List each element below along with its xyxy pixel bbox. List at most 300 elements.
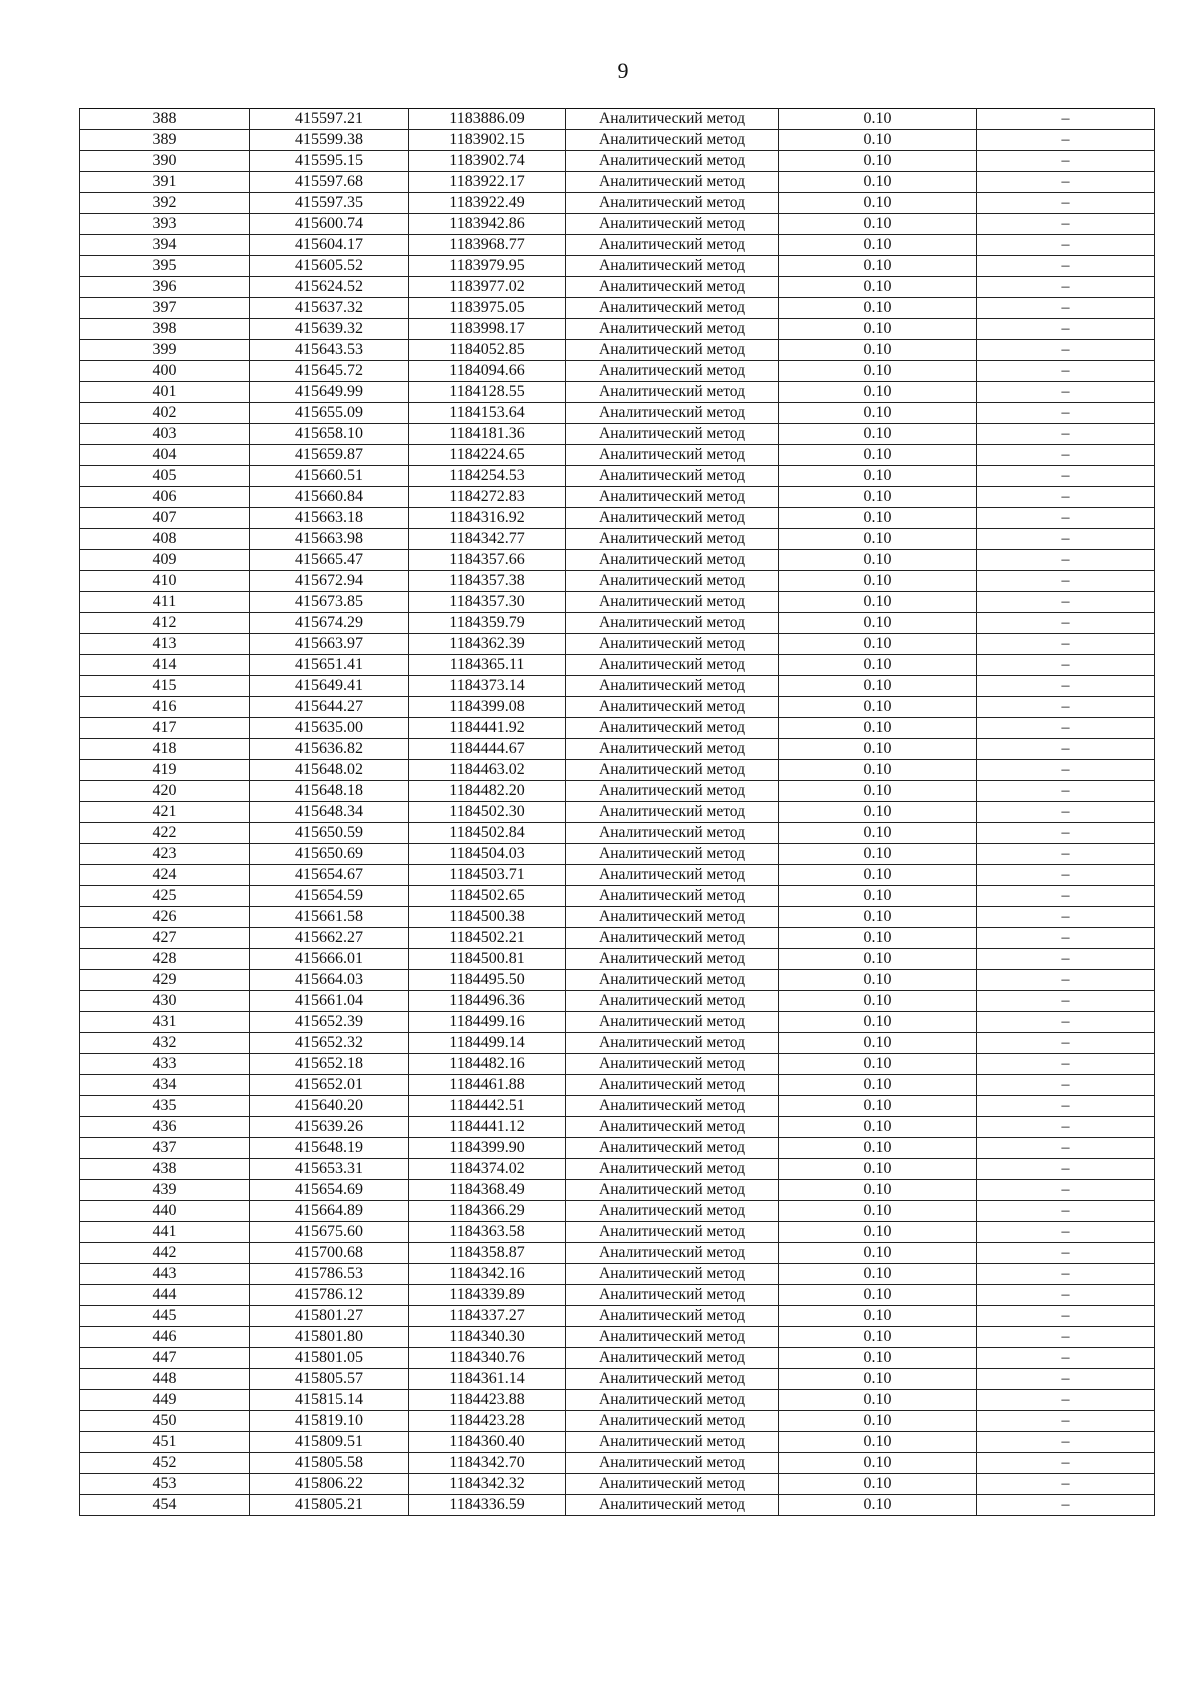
y-coordinate-cell: 1183922.49 [409,193,566,214]
note-cell: – [977,1495,1155,1516]
method-cell: Аналитический метод [566,1201,779,1222]
note-cell: – [977,1453,1155,1474]
point-number-cell: 433 [80,1054,250,1075]
point-number-cell: 397 [80,298,250,319]
precision-cell: 0.10 [779,235,977,256]
point-number-cell: 432 [80,1033,250,1054]
y-coordinate-cell: 1184342.32 [409,1474,566,1495]
y-coordinate-cell: 1184358.87 [409,1243,566,1264]
point-number-cell: 421 [80,802,250,823]
method-cell: Аналитический метод [566,991,779,1012]
point-number-cell: 396 [80,277,250,298]
table-row [80,1474,1155,1495]
point-number-cell: 446 [80,1327,250,1348]
table-row [80,970,1155,991]
method-cell: Аналитический метод [566,214,779,235]
method-cell: Аналитический метод [566,445,779,466]
x-coordinate-cell: 415801.27 [250,1306,409,1327]
precision-cell: 0.10 [779,445,977,466]
note-cell: – [977,865,1155,886]
method-cell: Аналитический метод [566,1306,779,1327]
note-cell: – [977,1075,1155,1096]
note-cell: – [977,424,1155,445]
method-cell: Аналитический метод [566,277,779,298]
y-coordinate-cell: 1184499.14 [409,1033,566,1054]
method-cell: Аналитический метод [566,802,779,823]
y-coordinate-cell: 1184342.70 [409,1453,566,1474]
y-coordinate-cell: 1184366.29 [409,1201,566,1222]
point-number-cell: 408 [80,529,250,550]
x-coordinate-cell: 415635.00 [250,718,409,739]
x-coordinate-cell: 415664.89 [250,1201,409,1222]
y-coordinate-cell: 1184340.30 [409,1327,566,1348]
table-row [80,466,1155,487]
table-row [80,739,1155,760]
precision-cell: 0.10 [779,571,977,592]
x-coordinate-cell: 415600.74 [250,214,409,235]
precision-cell: 0.10 [779,1138,977,1159]
method-cell: Аналитический метод [566,1054,779,1075]
method-cell: Аналитический метод [566,361,779,382]
point-number-cell: 437 [80,1138,250,1159]
note-cell: – [977,466,1155,487]
table-row [80,676,1155,697]
x-coordinate-cell: 415597.21 [250,109,409,130]
note-cell: – [977,1411,1155,1432]
note-cell: – [977,907,1155,928]
x-coordinate-cell: 415644.27 [250,697,409,718]
y-coordinate-cell: 1184444.67 [409,739,566,760]
table-row [80,907,1155,928]
method-cell: Аналитический метод [566,193,779,214]
precision-cell: 0.10 [779,865,977,886]
note-cell: – [977,928,1155,949]
y-coordinate-cell: 1184181.36 [409,424,566,445]
x-coordinate-cell: 415640.20 [250,1096,409,1117]
y-coordinate-cell: 1184128.55 [409,382,566,403]
table-row [80,1222,1155,1243]
table-row [80,1117,1155,1138]
point-number-cell: 399 [80,340,250,361]
table-row [80,655,1155,676]
precision-cell: 0.10 [779,1411,977,1432]
table-row [80,1327,1155,1348]
x-coordinate-cell: 415637.32 [250,298,409,319]
x-coordinate-cell: 415660.84 [250,487,409,508]
table-row [80,886,1155,907]
point-number-cell: 439 [80,1180,250,1201]
y-coordinate-cell: 1184374.02 [409,1159,566,1180]
precision-cell: 0.10 [779,1033,977,1054]
x-coordinate-cell: 415649.99 [250,382,409,403]
table-row [80,928,1155,949]
point-number-cell: 416 [80,697,250,718]
table-row [80,340,1155,361]
point-number-cell: 417 [80,718,250,739]
method-cell: Аналитический метод [566,949,779,970]
point-number-cell: 431 [80,1012,250,1033]
y-coordinate-cell: 1183922.17 [409,172,566,193]
x-coordinate-cell: 415649.41 [250,676,409,697]
note-cell: – [977,1243,1155,1264]
method-cell: Аналитический метод [566,886,779,907]
point-number-cell: 445 [80,1306,250,1327]
note-cell: – [977,1096,1155,1117]
point-number-cell: 412 [80,613,250,634]
point-number-cell: 415 [80,676,250,697]
note-cell: – [977,1369,1155,1390]
note-cell: – [977,550,1155,571]
note-cell: – [977,1264,1155,1285]
method-cell: Аналитический метод [566,1138,779,1159]
x-coordinate-cell: 415655.09 [250,403,409,424]
point-number-cell: 441 [80,1222,250,1243]
point-number-cell: 438 [80,1159,250,1180]
table-row [80,277,1155,298]
y-coordinate-cell: 1184153.64 [409,403,566,424]
method-cell: Аналитический метод [566,571,779,592]
table-row [80,1033,1155,1054]
y-coordinate-cell: 1184504.03 [409,844,566,865]
method-cell: Аналитический метод [566,739,779,760]
x-coordinate-cell: 415651.41 [250,655,409,676]
method-cell: Аналитический метод [566,1369,779,1390]
table-row [80,403,1155,424]
table-row [80,151,1155,172]
point-number-cell: 450 [80,1411,250,1432]
method-cell: Аналитический метод [566,907,779,928]
x-coordinate-cell: 415605.52 [250,256,409,277]
table-row [80,1054,1155,1075]
y-coordinate-cell: 1183979.95 [409,256,566,277]
note-cell: – [977,760,1155,781]
note-cell: – [977,1012,1155,1033]
x-coordinate-cell: 415624.52 [250,277,409,298]
x-coordinate-cell: 415666.01 [250,949,409,970]
note-cell: – [977,1222,1155,1243]
x-coordinate-cell: 415673.85 [250,592,409,613]
note-cell: – [977,235,1155,256]
x-coordinate-cell: 415639.26 [250,1117,409,1138]
precision-cell: 0.10 [779,1474,977,1495]
point-number-cell: 420 [80,781,250,802]
y-coordinate-cell: 1184441.92 [409,718,566,739]
table-row [80,571,1155,592]
precision-cell: 0.10 [779,508,977,529]
table-row [80,109,1155,130]
point-number-cell: 400 [80,361,250,382]
y-coordinate-cell: 1183902.15 [409,130,566,151]
note-cell: – [977,403,1155,424]
table-row [80,1285,1155,1306]
y-coordinate-cell: 1184365.11 [409,655,566,676]
point-number-cell: 424 [80,865,250,886]
precision-cell: 0.10 [779,340,977,361]
method-cell: Аналитический метод [566,1180,779,1201]
method-cell: Аналитический метод [566,823,779,844]
y-coordinate-cell: 1184340.76 [409,1348,566,1369]
method-cell: Аналитический метод [566,1327,779,1348]
method-cell: Аналитический метод [566,718,779,739]
coordinates-table-body [80,109,1155,1516]
precision-cell: 0.10 [779,1243,977,1264]
precision-cell: 0.10 [779,1201,977,1222]
point-number-cell: 443 [80,1264,250,1285]
method-cell: Аналитический метод [566,424,779,445]
method-cell: Аналитический метод [566,1159,779,1180]
y-coordinate-cell: 1184342.77 [409,529,566,550]
method-cell: Аналитический метод [566,760,779,781]
y-coordinate-cell: 1184336.59 [409,1495,566,1516]
note-cell: – [977,1033,1155,1054]
x-coordinate-cell: 415663.97 [250,634,409,655]
table-row [80,319,1155,340]
method-cell: Аналитический метод [566,781,779,802]
table-row [80,172,1155,193]
method-cell: Аналитический метод [566,130,779,151]
precision-cell: 0.10 [779,424,977,445]
x-coordinate-cell: 415595.15 [250,151,409,172]
precision-cell: 0.10 [779,109,977,130]
point-number-cell: 411 [80,592,250,613]
point-number-cell: 442 [80,1243,250,1264]
method-cell: Аналитический метод [566,550,779,571]
table-row [80,844,1155,865]
precision-cell: 0.10 [779,1180,977,1201]
point-number-cell: 407 [80,508,250,529]
table-row [80,592,1155,613]
method-cell: Аналитический метод [566,466,779,487]
precision-cell: 0.10 [779,592,977,613]
x-coordinate-cell: 415653.31 [250,1159,409,1180]
point-number-cell: 403 [80,424,250,445]
table-row [80,697,1155,718]
method-cell: Аналитический метод [566,508,779,529]
note-cell: – [977,298,1155,319]
point-number-cell: 398 [80,319,250,340]
method-cell: Аналитический метод [566,865,779,886]
table-row [80,1369,1155,1390]
x-coordinate-cell: 415652.01 [250,1075,409,1096]
table-row [80,613,1155,634]
y-coordinate-cell: 1184094.66 [409,361,566,382]
note-cell: – [977,214,1155,235]
x-coordinate-cell: 415643.53 [250,340,409,361]
method-cell: Аналитический метод [566,697,779,718]
x-coordinate-cell: 415652.18 [250,1054,409,1075]
method-cell: Аналитический метод [566,928,779,949]
precision-cell: 0.10 [779,613,977,634]
method-cell: Аналитический метод [566,1390,779,1411]
y-coordinate-cell: 1184316.92 [409,508,566,529]
table-row [80,1201,1155,1222]
note-cell: – [977,1474,1155,1495]
x-coordinate-cell: 415648.34 [250,802,409,823]
method-cell: Аналитический метод [566,1096,779,1117]
x-coordinate-cell: 415661.04 [250,991,409,1012]
point-number-cell: 454 [80,1495,250,1516]
y-coordinate-cell: 1184461.88 [409,1075,566,1096]
method-cell: Аналитический метод [566,1264,779,1285]
x-coordinate-cell: 415650.69 [250,844,409,865]
note-cell: – [977,1054,1155,1075]
point-number-cell: 388 [80,109,250,130]
point-number-cell: 410 [80,571,250,592]
table-row [80,1243,1155,1264]
precision-cell: 0.10 [779,1390,977,1411]
table-row [80,361,1155,382]
table-row [80,298,1155,319]
note-cell: – [977,445,1155,466]
note-cell: – [977,340,1155,361]
precision-cell: 0.10 [779,823,977,844]
point-number-cell: 423 [80,844,250,865]
y-coordinate-cell: 1184357.38 [409,571,566,592]
method-cell: Аналитический метод [566,256,779,277]
method-cell: Аналитический метод [566,613,779,634]
precision-cell: 0.10 [779,655,977,676]
x-coordinate-cell: 415805.57 [250,1369,409,1390]
table-row [80,991,1155,1012]
note-cell: – [977,487,1155,508]
note-cell: – [977,634,1155,655]
note-cell: – [977,970,1155,991]
y-coordinate-cell: 1184423.88 [409,1390,566,1411]
note-cell: – [977,697,1155,718]
note-cell: – [977,1159,1155,1180]
point-number-cell: 434 [80,1075,250,1096]
precision-cell: 0.10 [779,844,977,865]
point-number-cell: 449 [80,1390,250,1411]
x-coordinate-cell: 415786.53 [250,1264,409,1285]
x-coordinate-cell: 415648.02 [250,760,409,781]
precision-cell: 0.10 [779,760,977,781]
note-cell: – [977,508,1155,529]
table-row [80,1306,1155,1327]
method-cell: Аналитический метод [566,172,779,193]
table-row [80,760,1155,781]
note-cell: – [977,319,1155,340]
precision-cell: 0.10 [779,256,977,277]
method-cell: Аналитический метод [566,1075,779,1096]
y-coordinate-cell: 1184357.30 [409,592,566,613]
y-coordinate-cell: 1184482.20 [409,781,566,802]
point-number-cell: 405 [80,466,250,487]
y-coordinate-cell: 1184361.14 [409,1369,566,1390]
x-coordinate-cell: 415786.12 [250,1285,409,1306]
precision-cell: 0.10 [779,1306,977,1327]
x-coordinate-cell: 415599.38 [250,130,409,151]
y-coordinate-cell: 1183902.74 [409,151,566,172]
coordinates-table [79,108,1155,1516]
y-coordinate-cell: 1184500.81 [409,949,566,970]
y-coordinate-cell: 1184337.27 [409,1306,566,1327]
precision-cell: 0.10 [779,466,977,487]
x-coordinate-cell: 415661.58 [250,907,409,928]
precision-cell: 0.10 [779,739,977,760]
note-cell: – [977,1180,1155,1201]
x-coordinate-cell: 415801.80 [250,1327,409,1348]
y-coordinate-cell: 1184254.53 [409,466,566,487]
precision-cell: 0.10 [779,130,977,151]
point-number-cell: 447 [80,1348,250,1369]
x-coordinate-cell: 415663.98 [250,529,409,550]
point-number-cell: 390 [80,151,250,172]
note-cell: – [977,781,1155,802]
y-coordinate-cell: 1184362.39 [409,634,566,655]
note-cell: – [977,739,1155,760]
note-cell: – [977,1348,1155,1369]
point-number-cell: 391 [80,172,250,193]
note-cell: – [977,676,1155,697]
table-row [80,445,1155,466]
method-cell: Аналитический метод [566,1411,779,1432]
x-coordinate-cell: 415663.18 [250,508,409,529]
x-coordinate-cell: 415604.17 [250,235,409,256]
note-cell: – [977,529,1155,550]
note-cell: – [977,844,1155,865]
y-coordinate-cell: 1183942.86 [409,214,566,235]
point-number-cell: 444 [80,1285,250,1306]
point-number-cell: 392 [80,193,250,214]
point-number-cell: 429 [80,970,250,991]
point-number-cell: 409 [80,550,250,571]
table-row [80,424,1155,445]
method-cell: Аналитический метод [566,676,779,697]
y-coordinate-cell: 1184500.38 [409,907,566,928]
x-coordinate-cell: 415636.82 [250,739,409,760]
precision-cell: 0.10 [779,319,977,340]
x-coordinate-cell: 415819.10 [250,1411,409,1432]
point-number-cell: 401 [80,382,250,403]
point-number-cell: 440 [80,1201,250,1222]
x-coordinate-cell: 415654.59 [250,886,409,907]
note-cell: – [977,949,1155,970]
table-row [80,1180,1155,1201]
x-coordinate-cell: 415654.67 [250,865,409,886]
table-row [80,1390,1155,1411]
method-cell: Аналитический метод [566,487,779,508]
table-row [80,235,1155,256]
point-number-cell: 451 [80,1432,250,1453]
table-row [80,130,1155,151]
table-row [80,1453,1155,1474]
y-coordinate-cell: 1184373.14 [409,676,566,697]
y-coordinate-cell: 1184463.02 [409,760,566,781]
method-cell: Аналитический метод [566,592,779,613]
table-row [80,1432,1155,1453]
x-coordinate-cell: 415805.58 [250,1453,409,1474]
method-cell: Аналитический метод [566,1348,779,1369]
precision-cell: 0.10 [779,1054,977,1075]
precision-cell: 0.10 [779,1159,977,1180]
point-number-cell: 435 [80,1096,250,1117]
precision-cell: 0.10 [779,151,977,172]
table-row [80,781,1155,802]
note-cell: – [977,823,1155,844]
point-number-cell: 448 [80,1369,250,1390]
x-coordinate-cell: 415809.51 [250,1432,409,1453]
table-row [80,1264,1155,1285]
point-number-cell: 453 [80,1474,250,1495]
table-row [80,1075,1155,1096]
y-coordinate-cell: 1184224.65 [409,445,566,466]
precision-cell: 0.10 [779,193,977,214]
x-coordinate-cell: 415597.35 [250,193,409,214]
x-coordinate-cell: 415664.03 [250,970,409,991]
precision-cell: 0.10 [779,550,977,571]
point-number-cell: 428 [80,949,250,970]
